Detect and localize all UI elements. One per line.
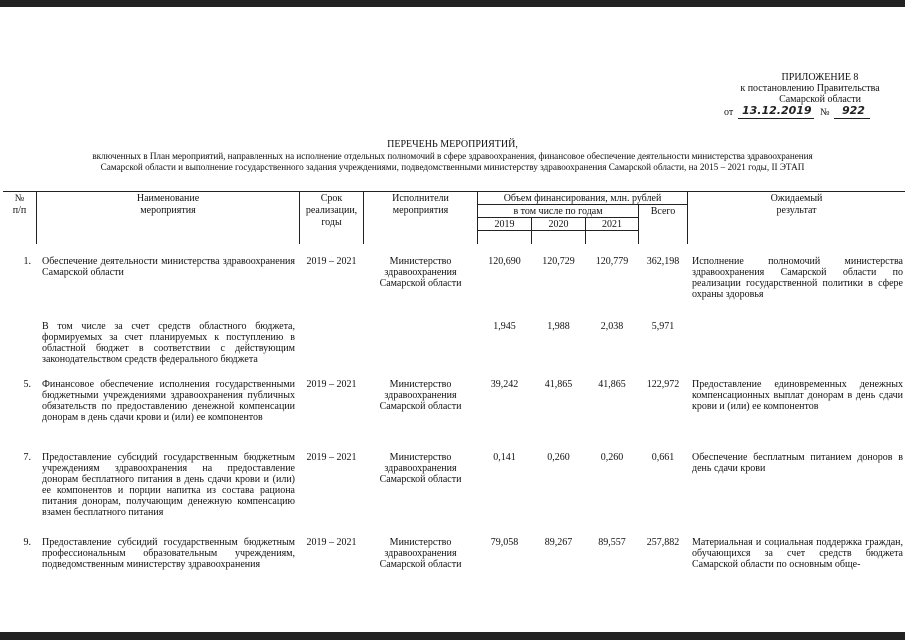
- row-value-2021: 0,260: [600, 452, 624, 463]
- row-value-2020: 89,267: [544, 537, 573, 548]
- row-value-total: 257,882: [646, 537, 680, 548]
- header-years-line: [477, 230, 638, 231]
- row-value-2020: 120,729: [542, 256, 575, 267]
- row-name: Финансовое обеспечение исполнения государственными бюджетными учреждениями здравоохранения публичных обязательств по предоставлению денежной компенсации донорам в день сдачи крови и (или) ее компонентов: [42, 379, 295, 423]
- row-name: Обеспечение деятельности министерства здравоохранения Самарской области: [42, 256, 295, 278]
- row-result: Исполнение полномочий министерства здравоохранения Самарской области по реализации государственной политики в сфере охраны здоровья: [692, 256, 903, 300]
- appendix-date-handwritten: 13.12.2019: [742, 104, 812, 117]
- row-value-total: 122,972: [646, 379, 680, 390]
- header-name-2: мероприятия: [140, 205, 196, 216]
- row-value-2021: 120,779: [595, 256, 629, 267]
- row-value-2020: 0,260: [547, 452, 570, 463]
- document-title: ПЕРЕЧЕНЬ МЕРОПРИЯТИЙ,: [387, 139, 518, 150]
- row-executor: Министерство здравоохранения Самарской области: [379, 537, 462, 570]
- header-executor-1: Исполнители: [392, 193, 449, 204]
- header-term-3: годы: [321, 217, 342, 228]
- header-term-2: реализации,: [305, 205, 358, 216]
- row-value-2020: 1,988: [547, 321, 570, 332]
- row-value-2019: 39,242: [490, 379, 519, 390]
- header-term-1: Срок: [320, 193, 343, 204]
- header-num-1: №: [14, 193, 25, 204]
- scan-bottom-edge: [0, 632, 905, 640]
- row-result: Обеспечение бесплатным питанием доноров в день сдачи крови: [692, 452, 903, 474]
- row-term: 2019 – 2021: [306, 537, 357, 548]
- row-name: Предоставление субсидий государственным бюджетным учреждениям здравоохранения на предоставление донорам бесплатного питания в день сдачи крови и (или) ее компонентов и порции напитка из состава рациона питания донорам, получающим денежную компенсацию взамен бесплатного питания: [42, 452, 295, 518]
- document-subtitle-2: Самарской области и выполнение государственного задания учреждениями, подведомственными министерству здравоохранения Самарской области, на 2015 – 2021 годы, II ЭТАП: [100, 162, 805, 172]
- row-num: 7.: [23, 452, 31, 463]
- row-num: 1.: [23, 256, 31, 267]
- appendix-title: ПРИЛОЖЕНИЕ 8: [781, 72, 859, 83]
- header-result-1: Ожидаемый: [770, 193, 823, 204]
- row-result: Предоставление единовременных денежных компенсационных выплат донорам в день сдачи крови и (или) ее компонентов: [692, 379, 903, 412]
- row-name: Предоставление субсидий государственным бюджетным профессиональным образовательным учреждениям, подведомственным министерству здравоохранения: [42, 537, 295, 570]
- row-value-2019: 0,141: [493, 452, 516, 463]
- row-executor: Министерство здравоохранения Самарской области: [379, 379, 462, 412]
- row-value-2019: 79,058: [490, 537, 519, 548]
- header-by-years: в том числе по годам: [513, 206, 603, 217]
- row-num: 9.: [23, 537, 31, 548]
- header-byyears-line: [477, 217, 638, 218]
- header-total: Всего: [650, 206, 676, 217]
- row-value-2021: 2,038: [600, 321, 624, 332]
- row-value-2021: 41,865: [598, 379, 626, 390]
- header-result-2: результат: [776, 205, 817, 216]
- date-underline: [738, 118, 814, 119]
- row-value-2021: 89,557: [598, 537, 626, 548]
- row-name: В том числе за счет средств областного бюджета, формируемых за счет планируемых к поступлению в областной бюджет в соответствии с действующим законодательством средств федерального бюджета: [42, 321, 295, 365]
- header-executor-2: мероприятия: [392, 205, 449, 216]
- header-funding-line: [477, 204, 687, 205]
- appendix-line-2: Самарской области: [779, 94, 861, 105]
- document-subtitle-1: включенных в План мероприятий, направленных на исполнение отдельных полномочий в сфере здравоохранения, финансовое обеспечение деятельности министерства здравоохранения: [92, 151, 813, 161]
- header-year-2021: 2021: [602, 219, 622, 230]
- header-funding: Объем финансирования, млн. рублей: [503, 193, 662, 204]
- header-year-2020: 2020: [548, 219, 569, 230]
- scan-top-edge: [0, 0, 905, 7]
- row-value-2020: 41,865: [544, 379, 573, 390]
- header-name-1: Наименование: [136, 193, 200, 204]
- row-term: 2019 – 2021: [306, 452, 357, 463]
- row-value-total: 362,198: [646, 256, 680, 267]
- row-value-2019: 120,690: [488, 256, 521, 267]
- header-num-2: п/п: [12, 205, 27, 216]
- row-executor: Министерство здравоохранения Самарской области: [379, 452, 462, 485]
- appendix-number-handwritten: 922: [842, 104, 865, 117]
- row-term: 2019 – 2021: [306, 256, 357, 267]
- row-value-2019: 1,945: [493, 321, 516, 332]
- appendix-number-label: №: [820, 107, 830, 118]
- row-value-total: 5,971: [651, 321, 675, 332]
- row-executor: Министерство здравоохранения Самарской области: [379, 256, 462, 289]
- row-result: Материальная и социальная поддержка граждан, обучающихся за счет средств бюджета Самарской области по основным обще-: [692, 537, 903, 570]
- number-underline: [834, 118, 870, 119]
- header-top-line: [3, 191, 905, 192]
- row-num: 5.: [23, 379, 31, 390]
- appendix-from-label: от: [724, 107, 734, 118]
- appendix-line-1: к постановлению Правительства: [740, 83, 880, 94]
- row-term: 2019 – 2021: [306, 379, 357, 390]
- row-value-total: 0,661: [651, 452, 675, 463]
- header-year-2019: 2019: [494, 219, 515, 230]
